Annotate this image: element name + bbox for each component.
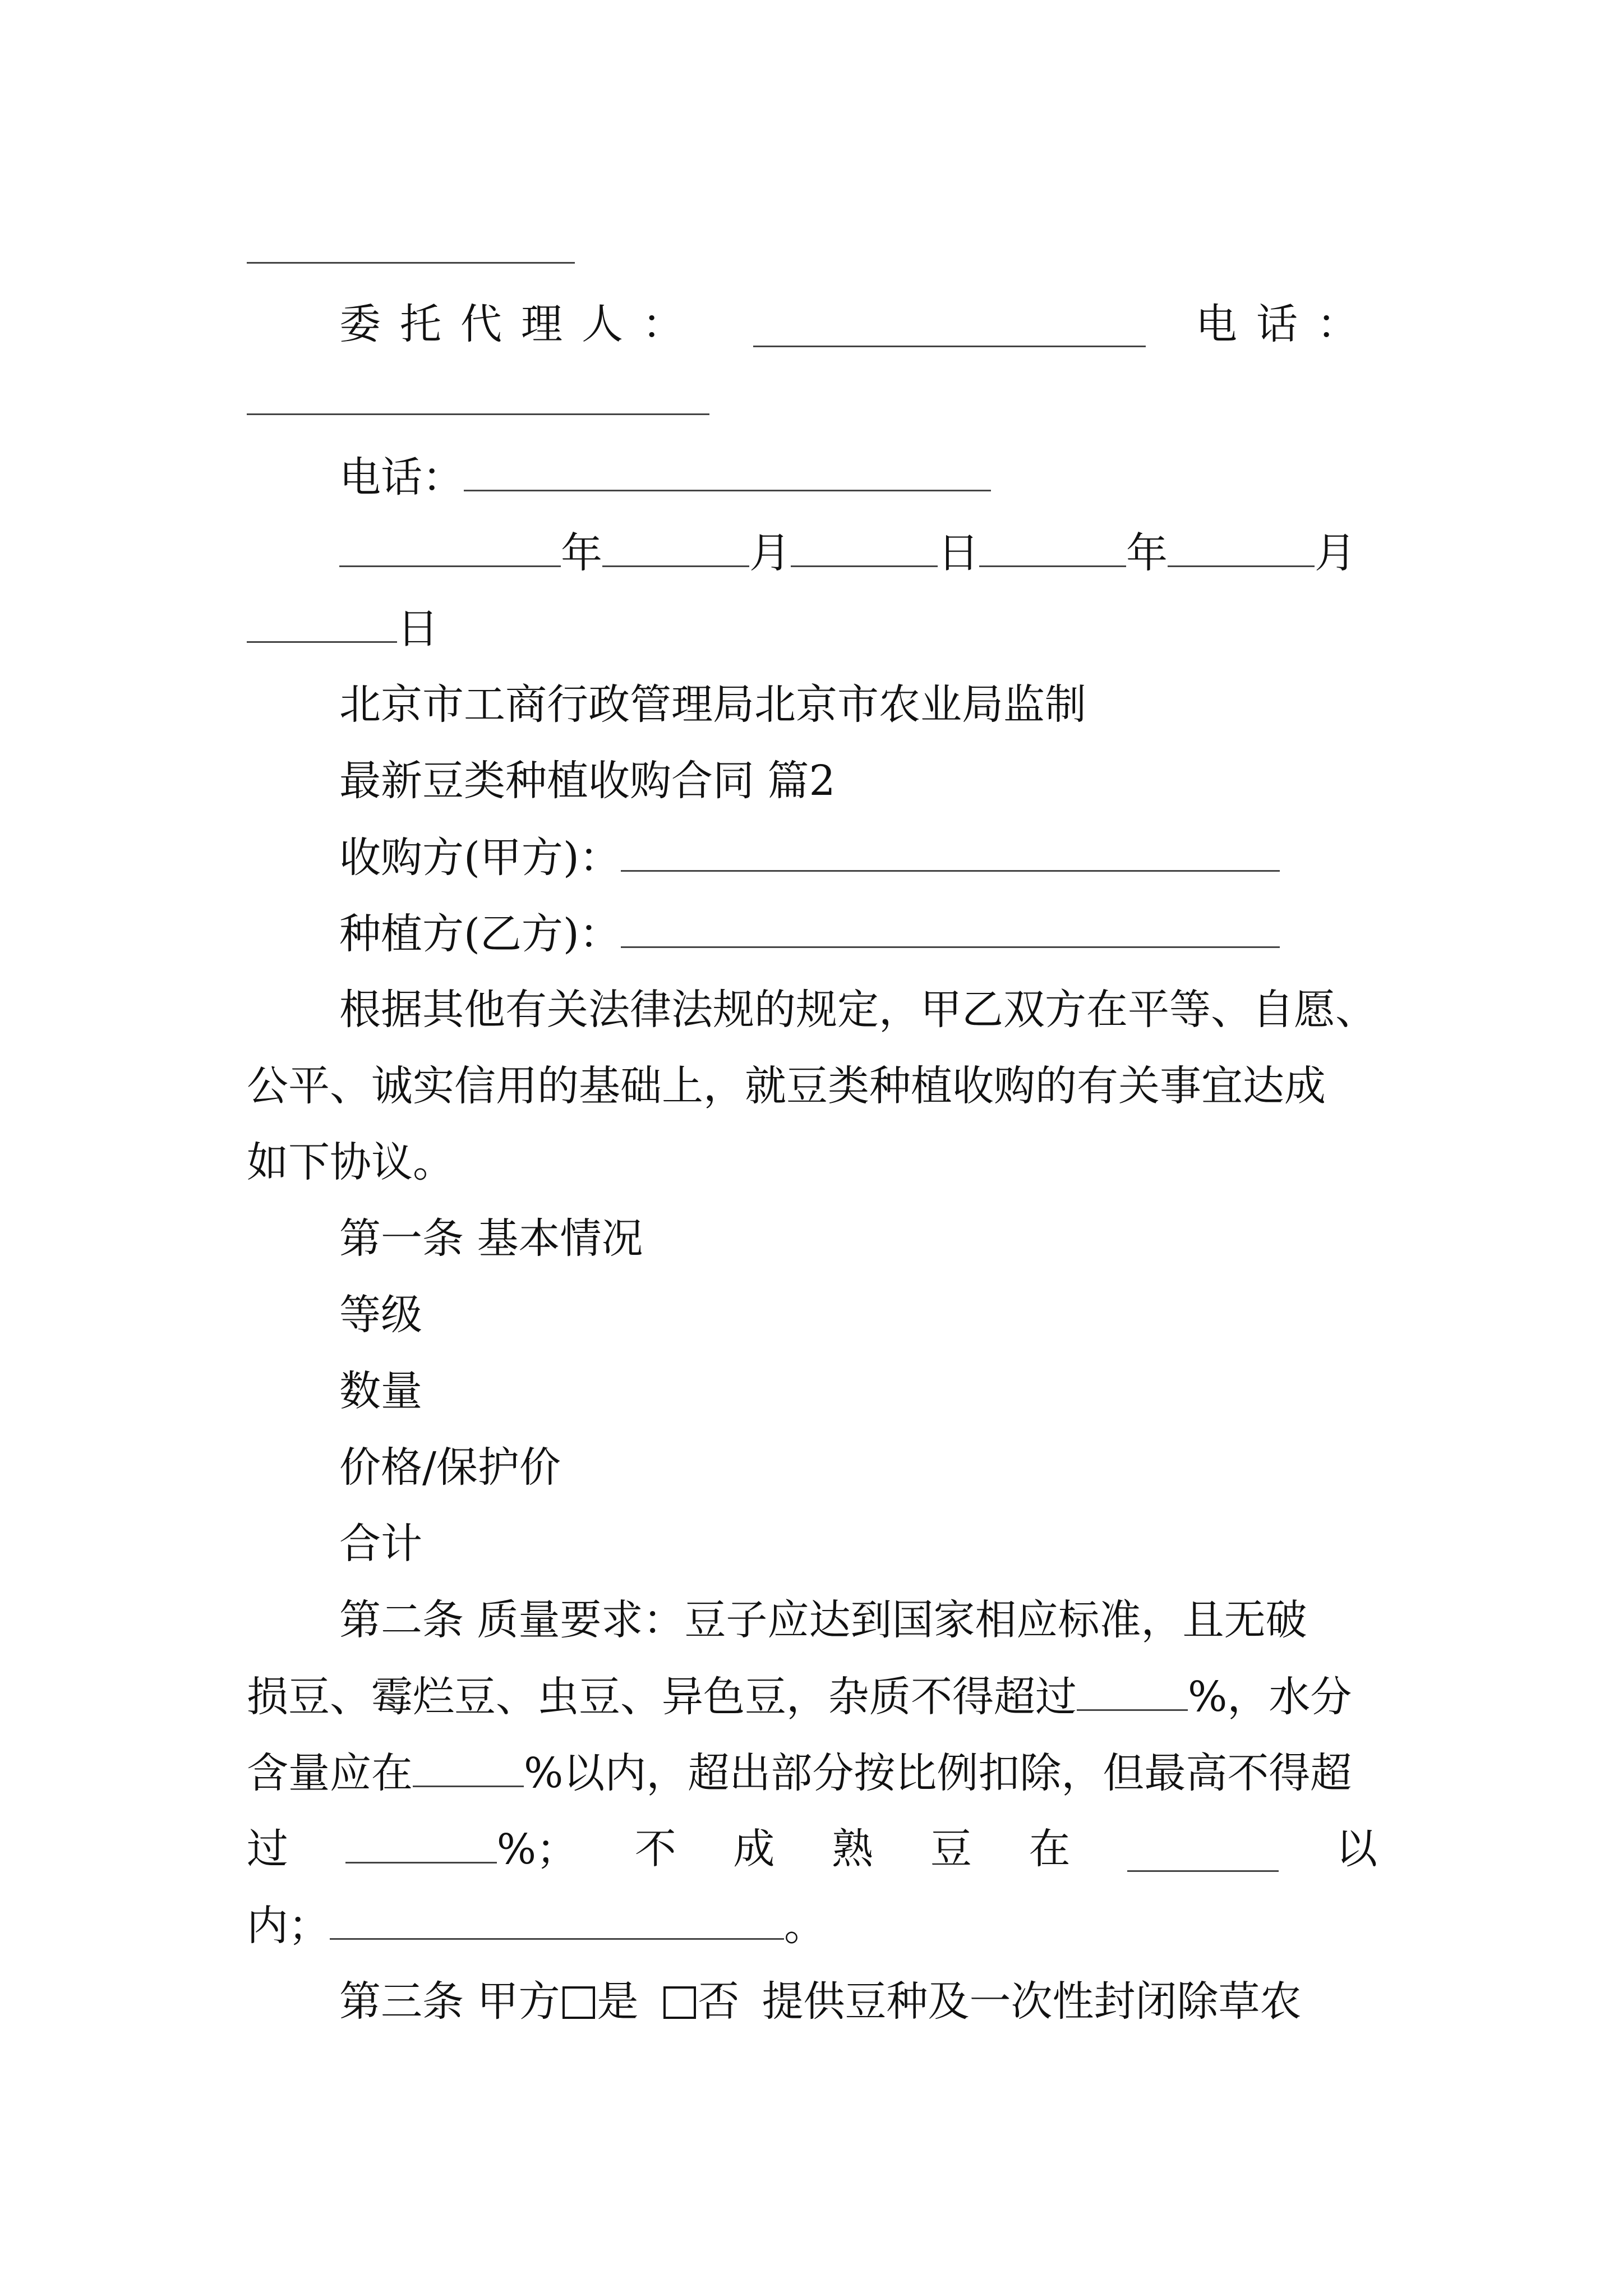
buyer-line	[247, 826, 1377, 888]
article2-text: 损豆、霉烂豆、虫豆、异色豆，杂质不得超过	[247, 1673, 1077, 1721]
article1-heading: 第一条 基本情况	[339, 1214, 643, 1263]
article2-text: 成	[733, 1825, 775, 1873]
date-line-cont	[247, 597, 1377, 659]
article3-tail: 提供豆种及一次性封闭除草农	[762, 1977, 1302, 2026]
article2-text: %，水分	[1188, 1673, 1352, 1721]
buyer-label: 收购方(甲方)：	[339, 834, 621, 882]
article2-text: 内；	[247, 1902, 330, 1950]
article2-text: 以	[1335, 1825, 1377, 1873]
article2-text: 在	[1029, 1825, 1071, 1873]
article1-item: 数量	[339, 1367, 422, 1415]
month-label: 月	[749, 529, 791, 577]
year-blank	[979, 522, 1126, 567]
month-label: 月	[1315, 529, 1356, 577]
article2-text: %以内，超出部分按比例扣除，但最高不得超	[524, 1749, 1352, 1797]
article3-no: 否	[698, 1977, 740, 2026]
article2-text: 熟	[832, 1825, 874, 1873]
blank-line	[247, 413, 709, 415]
phone-line	[247, 446, 1377, 508]
date-line	[247, 522, 1377, 583]
max-deduct-blank	[345, 1818, 497, 1864]
article3-yes: 是	[597, 1977, 639, 2026]
checkbox-icon	[663, 1986, 696, 2019]
impurity-blank	[1077, 1665, 1188, 1711]
article1-item: 等级	[339, 1291, 422, 1339]
grower-label: 种植方(乙方)：	[339, 910, 621, 958]
article2-text: 豆	[930, 1825, 972, 1873]
preamble-line: 如下协议。	[247, 1138, 454, 1186]
article3-lead: 第三条 甲方	[339, 1977, 560, 2026]
preamble-line: 根据其他有关法律法规的规定，甲乙双方在平等、自愿、	[339, 986, 1377, 1034]
checkbox-icon	[562, 1986, 595, 2019]
blank-line	[247, 262, 575, 264]
phone-blank	[464, 446, 991, 491]
year-label: 年	[561, 529, 602, 577]
grower-blank	[621, 903, 1280, 948]
year-label: 年	[1126, 529, 1168, 577]
agent-phone-label: 电话：	[1196, 300, 1377, 348]
month-blank	[602, 522, 749, 567]
article3-line	[247, 1971, 1377, 2032]
agent-line	[247, 293, 1377, 355]
article1-item: 合计	[339, 1520, 422, 1568]
article1-item: 价格/保护价	[339, 1443, 561, 1492]
moisture-blank	[413, 1742, 524, 1787]
month-blank	[1168, 522, 1315, 567]
buyer-blank	[621, 826, 1280, 872]
article2-line	[247, 1665, 1377, 1727]
article2-text: 过	[247, 1825, 288, 1873]
day-blank	[791, 522, 938, 567]
preamble-line: 公平、诚实信用的基础上，就豆类种植收购的有关事宜达成	[247, 1062, 1326, 1110]
day-label: 日	[938, 529, 979, 577]
day-label: 日	[397, 605, 439, 653]
agent-blank	[753, 302, 1146, 347]
phone-label: 电话：	[339, 453, 464, 501]
article2-text: 不	[634, 1825, 676, 1873]
article2-text: %；	[496, 1825, 578, 1874]
article2-line	[247, 1818, 1377, 1880]
article2-line	[247, 1894, 1377, 1956]
year-blank	[339, 522, 561, 567]
supervisor-line: 北京市工商行政管理局北京市农业局监制	[339, 680, 1086, 729]
article2-text: 。	[784, 1902, 826, 1950]
article2-text: 含量应在	[247, 1749, 413, 1797]
agent-label: 委托代理人：	[339, 300, 703, 348]
article2-line: 第二条 质量要求：豆子应达到国家相应标准，且无破	[339, 1596, 1307, 1644]
immature-blank	[1127, 1826, 1279, 1872]
contract-title: 最新豆类种植收购合同 篇2	[339, 757, 836, 805]
day-blank	[247, 597, 397, 643]
grower-line	[247, 903, 1377, 964]
other-blank	[330, 1894, 784, 1940]
article2-line	[247, 1742, 1377, 1803]
